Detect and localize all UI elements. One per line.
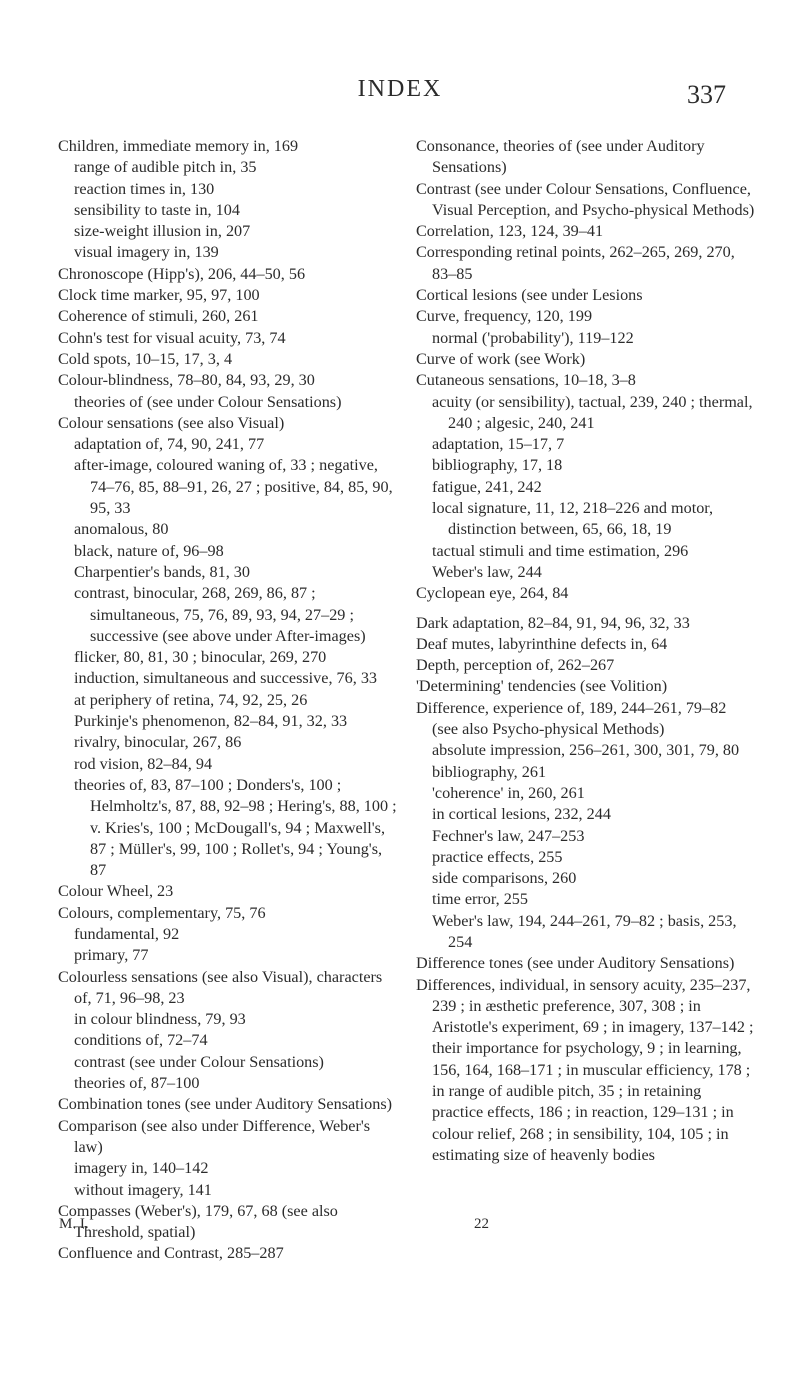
index-subentry: contrast (see under Colour Sensations) <box>74 1052 324 1071</box>
index-subentry: at periphery of retina, 74, 92, 25, 26 <box>74 690 308 709</box>
index-entry: Colour-blindness, 78–80, 84, 93, 29, 30 <box>58 371 315 390</box>
index-subentry: acuity (or sensibility), tactual, 239, 240 ; thermal, 240 ; algesic, 240, 241 <box>432 392 753 432</box>
index-entry: Contrast (see under Colour Sensations, Confluence, Visual Perception, and Psycho-physical Methods) <box>416 179 755 219</box>
index-subentry: without imagery, 141 <box>74 1180 212 1199</box>
index-column-right <box>416 136 756 1166</box>
index-subentry: rod vision, 82–84, 94 <box>74 754 213 773</box>
index-entry: Difference, experience of, 189, 244–261, 79–82 (see also Psycho-physical Methods) <box>416 698 727 739</box>
index-subentry: theories of, 83, 87–100 ; Donders's, 100 ; Helmholtz's, 87, 88, 92–98 ; Hering's, 88, 100 ; v. Kries's, 100 ; McDougall's, 94 ; Maxwell's, 87 ; Müller's, 99, 100 ; Rollet's, 94 ; Young's, 87 <box>74 775 397 880</box>
index-subentry: adaptation, 15–17, 7 <box>432 435 565 454</box>
index-subentry: imagery in, 140–142 <box>74 1159 209 1178</box>
index-entry: Chronoscope (Hipp's), 206, 44–50, 56 <box>58 264 306 283</box>
page-footer <box>0 1216 800 1240</box>
index-subentry: range of audible pitch in, 35 <box>74 158 257 177</box>
index-subentry: Weber's law, 244 <box>432 562 542 581</box>
index-subentry: time error, 255 <box>432 890 528 909</box>
index-entry: Children, immediate memory in, 169 <box>58 137 299 155</box>
index-subentry: primary, 77 <box>74 946 149 965</box>
index-entry: Clock time marker, 95, 97, 100 <box>58 286 260 305</box>
index-subentry: Weber's law, 194, 244–261, 79–82 ; basis, 253, 254 <box>432 911 737 951</box>
index-entry: Cohn's test for visual acuity, 73, 74 <box>58 328 286 347</box>
index-subentry: after-image, coloured waning of, 33 ; negative, 74–76, 85, 88–91, 26, 27 ; positive, 84, 85, 90, 95, 33 <box>74 456 393 518</box>
index-subentry: normal ('probability'), 119–122 <box>432 328 634 347</box>
index-entry: Differences, individual, in sensory acuity, 235–237, 239 ; in æsthetic preference, 307, 308 ; in Aristotle's experiment, 69 ; in imagery, 137–142 ; their importance for psychology, 9 ; in learning, 156, 164, 168–171 ; in muscular efficiency, 178 ; in range of audible pitch, 35 ; in retaining practice effects, 186 ; in reaction, 129–131 ; in colour relief, 268 ; in sensibility, 104, 105 ; in estimating size of heavenly bodies <box>416 975 754 1164</box>
index-subentry: conditions of, 72–74 <box>74 1031 208 1050</box>
index-subentry: in cortical lesions, 232, 244 <box>432 805 611 824</box>
index-entry: Cortical lesions (see under Lesions <box>416 286 643 305</box>
index-column-left <box>58 136 398 1265</box>
index-subentry: side comparisons, 260 <box>432 869 577 888</box>
index-subentry: in colour blindness, 79, 93 <box>74 1010 246 1029</box>
index-entry: Coherence of stimuli, 260, 261 <box>58 307 259 326</box>
index-entry: Consonance, theories of (see under Auditory Sensations) <box>416 137 705 177</box>
index-entry: Deaf mutes, labyrinthine defects in, 64 <box>416 634 668 653</box>
index-entry: Compasses (Weber's), 179, 67, 68 (see also Threshold, spatial) <box>58 1201 338 1242</box>
index-subentry: practice effects, 255 <box>432 847 563 866</box>
index-entry: Colourless sensations (see also Visual), characters of, 71, 96–98, 23 <box>58 967 383 1007</box>
page-header <box>0 74 800 114</box>
index-entry: Colour Wheel, 23 <box>58 882 174 901</box>
index-subentry: flicker, 80, 81, 30 ; binocular, 269, 270 <box>74 648 327 667</box>
index-entry: Difference tones (see under Auditory Sensations) <box>416 954 735 973</box>
index-subentry: local signature, 11, 12, 218–226 and motor, distinction between, 65, 66, 18, 19 <box>432 499 714 539</box>
index-subentry: Purkinje's phenomenon, 82–84, 91, 32, 33 <box>74 712 348 731</box>
index-subentry: tactual stimuli and time estimation, 296 <box>432 541 689 560</box>
index-entry: 'Determining' tendencies (see Volition) <box>416 677 668 696</box>
index-entry: Confluence and Contrast, 285–287 <box>58 1244 284 1263</box>
index-entry: Curve of work (see Work) <box>416 349 586 368</box>
index-entry: Combination tones (see under Auditory Sensations) <box>58 1095 393 1114</box>
index-subentry: anomalous, 80 <box>74 520 169 539</box>
index-entry: Corresponding retinal points, 262–265, 269, 270, 83–85 <box>416 243 735 283</box>
index-subentry: rivalry, binocular, 267, 86 <box>74 733 242 752</box>
index-subentry: size-weight illusion in, 207 <box>74 222 251 241</box>
index-subentry: bibliography, 17, 18 <box>432 456 563 475</box>
index-entry: Cutaneous sensations, 10–18, 3–8 <box>416 371 636 390</box>
index-subentry: black, nature of, 96–98 <box>74 541 224 560</box>
index-entry: Correlation, 123, 124, 39–41 <box>416 222 604 241</box>
index-entry: Colours, complementary, 75, 76 <box>58 903 266 922</box>
index-entry: Curve, frequency, 120, 199 <box>416 307 593 326</box>
printer-signature: M. I. <box>59 1216 89 1232</box>
index-subentry: adaptation of, 74, 90, 241, 77 <box>74 435 265 454</box>
index-subentry: 'coherence' in, 260, 261 <box>432 783 585 802</box>
index-subentry: sensibility to taste in, 104 <box>74 200 240 219</box>
index-subentry: induction, simultaneous and successive, 76, 33 <box>74 669 378 688</box>
index-subentry: bibliography, 261 <box>432 762 547 781</box>
index-entry: Dark adaptation, 82–84, 91, 94, 96, 32, 33 <box>416 613 690 632</box>
index-entry: Colour sensations (see also Visual) <box>58 413 285 432</box>
index-subentry: fatigue, 241, 242 <box>432 477 542 496</box>
index-subentry: theories of, 87–100 <box>74 1074 200 1093</box>
index-subentry: visual imagery in, 139 <box>74 243 219 262</box>
index-entry: Depth, perception of, 262–267 <box>416 656 615 675</box>
index-subentry: contrast, binocular, 268, 269, 86, 87 ; simultaneous, 75, 76, 89, 93, 94, 27–29 ; successive (see above under After-images) <box>74 584 366 645</box>
index-entry: Cold spots, 10–15, 17, 3, 4 <box>58 349 233 368</box>
index-subentry: fundamental, 92 <box>74 924 180 943</box>
index-subentry: Charpentier's bands, 81, 30 <box>74 562 250 581</box>
running-head: INDEX <box>357 76 443 102</box>
index-subentry: reaction times in, 130 <box>74 179 215 198</box>
index-entry: Comparison (see also under Difference, Weber's law) <box>58 1116 371 1156</box>
index-entry: Cyclopean eye, 264, 84 <box>416 584 569 603</box>
index-subentry: Fechner's law, 247–253 <box>432 826 585 845</box>
index-subentry: absolute impression, 256–261, 300, 301, 79, 80 <box>432 741 740 760</box>
index-subentry: theories of (see under Colour Sensations) <box>74 392 342 411</box>
sheet-number: 22 <box>474 1216 489 1232</box>
page-number: 337 <box>687 80 726 109</box>
